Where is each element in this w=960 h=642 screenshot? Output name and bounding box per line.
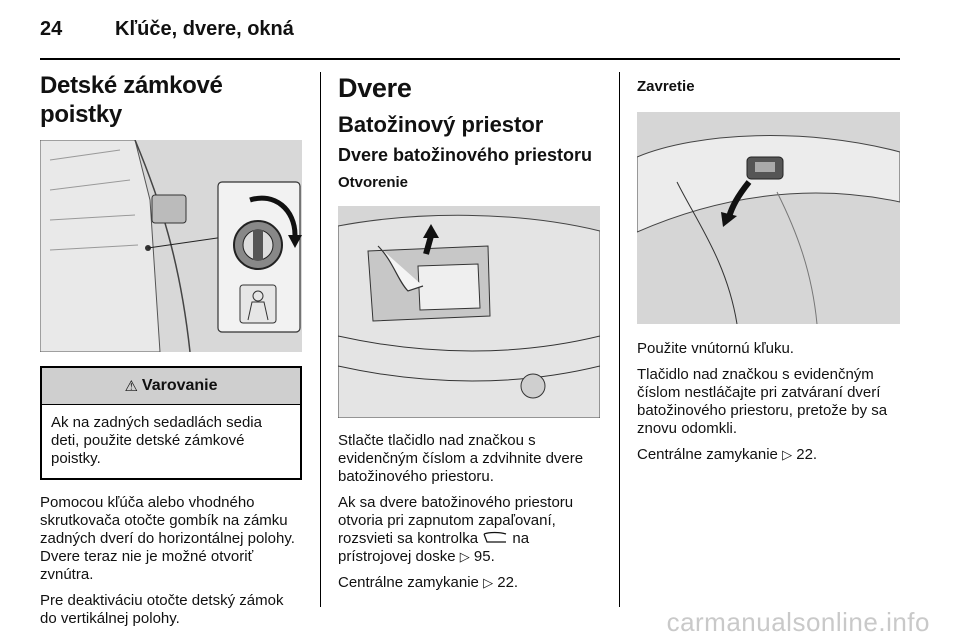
chapter-title: Kľúče, dvere, okná	[115, 18, 294, 40]
paragraph-text: Centrálne zamykanie	[637, 446, 778, 463]
page-number: 24	[40, 18, 63, 40]
header-rule	[40, 58, 900, 60]
paragraph: Pomocou kľúča alebo vhodného skrutkovača otočte gombík na zámku zadných dverí do horizontálnej polohy. Dvere teraz nie je možné otvoriť zvnútra.	[40, 493, 295, 583]
tailgate-open-indicator-icon	[482, 531, 508, 544]
paragraph: Stlačte tlačidlo nad značkou s evidenčným číslom a zdvihnite dvere batožinového priestoru.	[338, 432, 584, 486]
section-title-doors: Dvere	[338, 73, 412, 103]
paragraph: Použite vnútornú kľuku.	[637, 340, 794, 357]
paragraph-text: na prístrojovej doske	[338, 530, 530, 566]
column-divider	[619, 72, 620, 607]
paragraph: Tlačidlo nad značkou s evidenčným číslom nestláčajte pri zatváraní dverí batožinového priestoru, pretože by sa znovu odomkli.	[637, 366, 888, 437]
subsection-title-trunk: Batožinový priestor	[338, 112, 544, 138]
paragraph-text: Ak sa dvere batožinového priestoru otvoria pri zapnutom zapaľovaní, rozsvieti sa kontrolka	[338, 494, 574, 548]
warning-text: Ak na zadných sedadlách sedia deti, použite detské zámkové poistky.	[51, 413, 262, 467]
reference-arrow-icon: ▷	[483, 575, 494, 591]
page-header	[40, 18, 900, 58]
paragraph	[338, 494, 600, 566]
page-reference-link[interactable]: 95.	[473, 548, 495, 566]
page-reference-link[interactable]: 22.	[497, 574, 519, 592]
tailgate-closing-illustration	[637, 112, 900, 324]
column-divider	[320, 72, 321, 607]
paragraph	[338, 574, 600, 592]
watermark-text: carmanualsonline.info	[666, 607, 930, 637]
column-closing	[637, 72, 900, 464]
subsubsection-title-tailgate: Dvere batožinového priestoru	[338, 144, 593, 165]
paragraph: Pre deaktiváciu otočte detský zámok do vertikálnej polohy.	[40, 591, 284, 627]
page-reference-link[interactable]: 22.	[796, 446, 818, 463]
column-doors	[338, 72, 600, 592]
tailgate-opening-illustration	[338, 206, 600, 418]
warning-header	[42, 368, 300, 405]
reference-arrow-icon: ▷	[459, 549, 470, 565]
reference-arrow-icon: ▷	[782, 447, 793, 462]
column-child-locks	[40, 72, 302, 628]
warning-triangle-icon: ⚠	[124, 377, 138, 395]
warning-box	[40, 366, 302, 480]
paragraph	[637, 446, 900, 464]
paragraph-text: Centrálne zamykanie	[338, 574, 479, 592]
warning-title: Varovanie	[141, 376, 218, 394]
section-title-child-locks: Detské zámkové poistky	[40, 72, 223, 128]
section-label-opening: Otvorenie	[338, 174, 409, 192]
section-label-closing: Zavretie	[637, 78, 695, 95]
child-lock-illustration	[40, 140, 302, 352]
